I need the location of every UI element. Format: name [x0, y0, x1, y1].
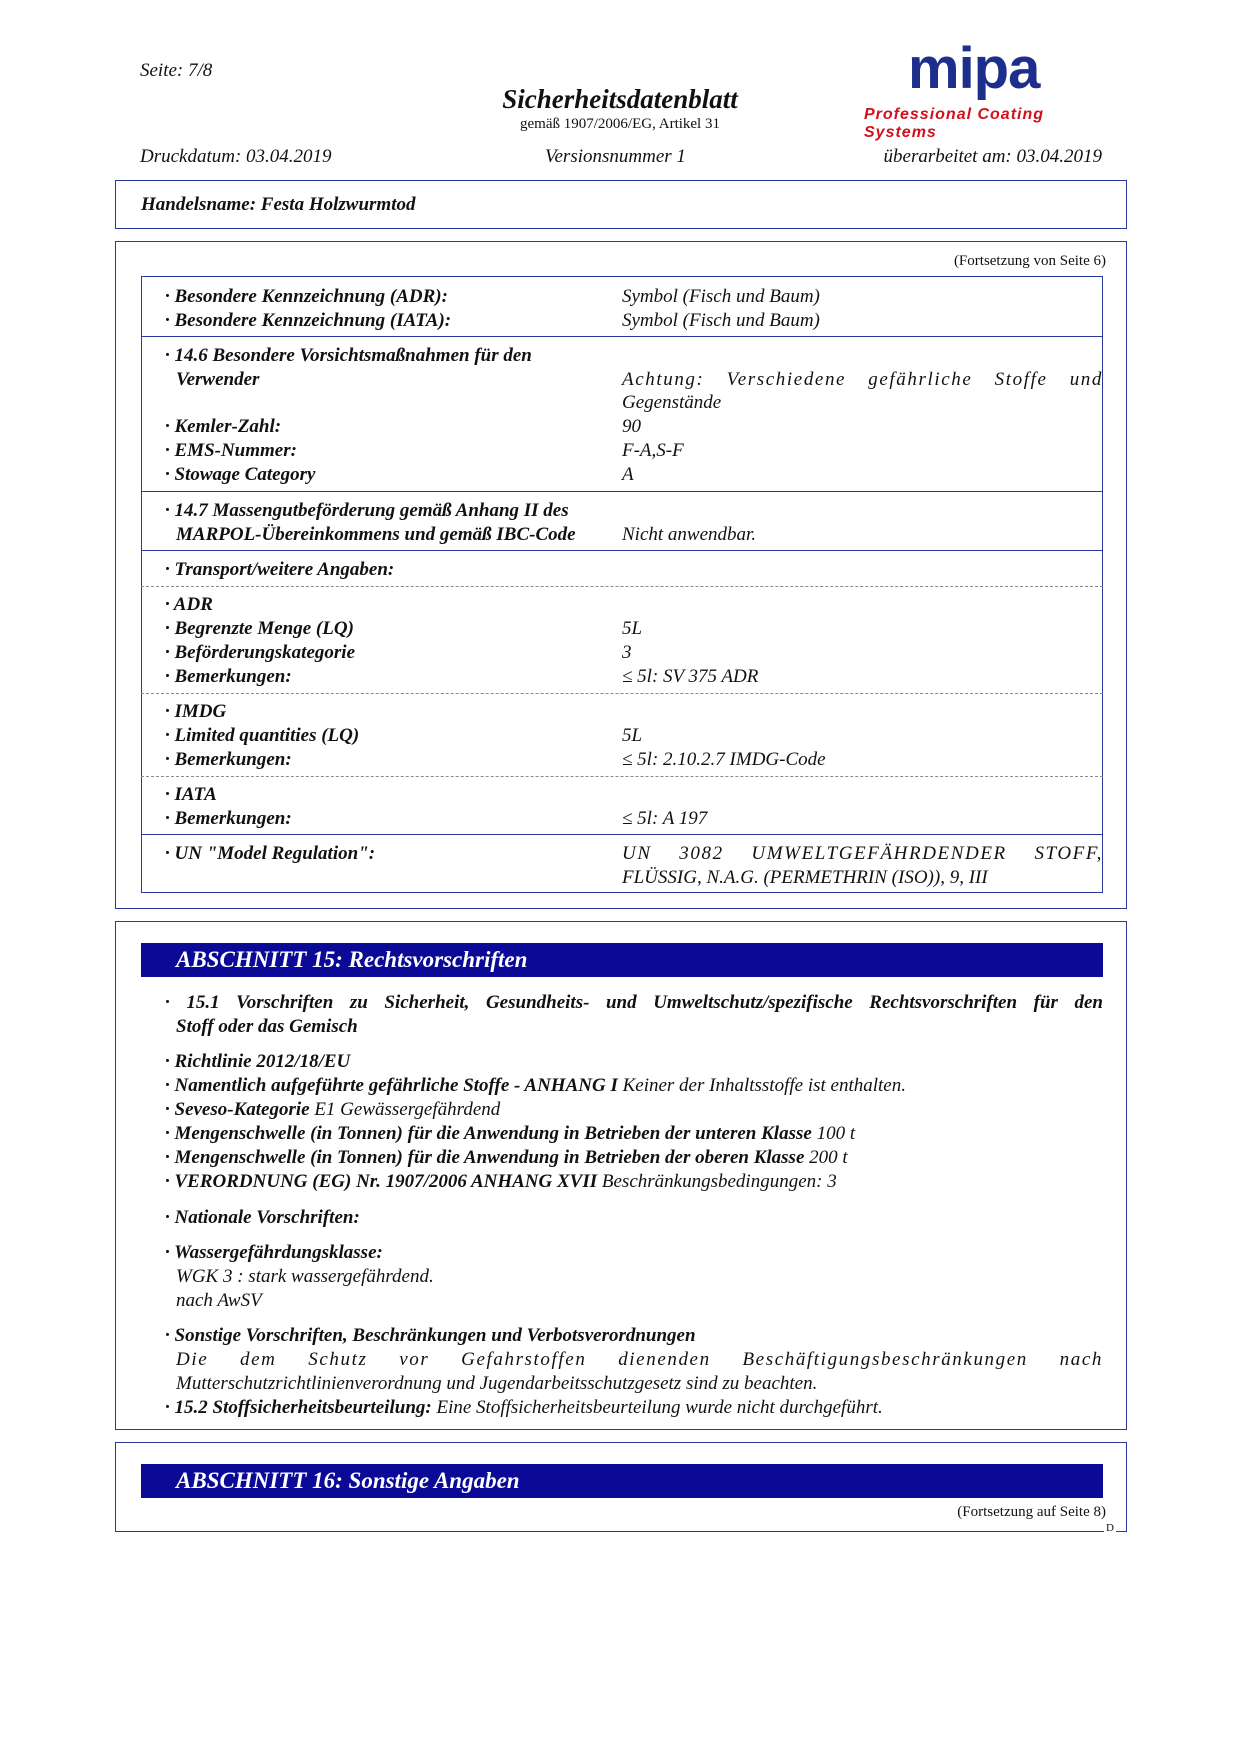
bulk-label-2: MARPOL-Übereinkommens und gemäß IBC-Code: [176, 524, 576, 545]
bulk-label-1: · 14.7 Massengutbeförderung gemäß Anhang II des: [165, 500, 569, 521]
s15-item-annex1: · Namentlich aufgeführte gefährliche Stoffe - ANHANG I Keiner der Inhaltsstoffe ist enthalten.: [165, 1075, 906, 1096]
imdg-remarks-label: · Bemerkungen:: [165, 749, 292, 770]
marking-iata-value: Symbol (Fisch und Baum): [622, 310, 820, 331]
document-title: Sicherheitsdatenblatt: [502, 84, 738, 114]
divider: [141, 550, 1103, 551]
revised-date: überarbeitet am: 03.04.2019: [883, 146, 1102, 167]
wgk-line-2: nach AwSV: [176, 1290, 262, 1311]
adr-remarks-value: ≤ 5l: SV 375 ADR: [622, 666, 759, 687]
imdg-remarks-value: ≤ 5l: 2.10.2.7 IMDG-Code: [622, 749, 826, 770]
adr-lq-value: 5L: [622, 618, 643, 639]
un-value-2: FLÜSSIG, N.A.G. (PERMETHRIN (ISO)), 9, III: [622, 867, 988, 888]
s15-item-lower: · Mengenschwelle (in Tonnen) für die Anwendung in Betrieben der unteren Klasse 100 t: [165, 1123, 856, 1144]
s151-line-1: · 15.1 Vorschriften zu Sicherheit, Gesundheits- und Umweltschutz/spezifische Rechtsvorschriften für den: [165, 992, 1103, 1013]
logo-word: mipa: [908, 36, 1040, 101]
iata-remarks-label: · Bemerkungen:: [165, 808, 292, 829]
other-line-2: Mutterschutzrichtlinienverordnung und Jugendarbeitsschutzgesetz sind zu beachten.: [176, 1373, 818, 1394]
stowage-value: A: [622, 464, 634, 485]
adr-category-label: · Beförderungskategorie: [165, 642, 355, 663]
national-regulations: · Nationale Vorschriften:: [165, 1207, 360, 1228]
s152-row: · 15.2 Stoffsicherheitsbeurteilung: Eine Stoffsicherheitsbeurteilung wurde nicht durchgeführt.: [165, 1397, 883, 1418]
continued-on: (Fortsetzung auf Seite 8): [957, 1504, 1106, 1520]
dashed-divider: [141, 776, 1103, 777]
s15-item-seveso: · Seveso-Kategorie E1 Gewässergefährdend: [165, 1099, 501, 1120]
section-16-heading: ABSCHNITT 16: Sonstige Angaben: [141, 1464, 1103, 1498]
divider: [141, 336, 1103, 337]
trade-name: Handelsname: Festa Holzwurmtod: [141, 194, 416, 215]
precautions-value-2: Gegenstände: [622, 392, 722, 413]
wgk-line-1: WGK 3 : stark wassergefährdend.: [176, 1266, 434, 1287]
ems-label: · EMS-Nummer:: [165, 440, 297, 461]
s15-item-reach: · VERORDNUNG (EG) Nr. 1907/2006 ANHANG XVII Beschränkungsbedingungen: 3: [165, 1171, 837, 1192]
mipa-logo: [858, 36, 1108, 141]
transport-heading: · Transport/weitere Angaben:: [165, 559, 395, 580]
continued-from: (Fortsetzung von Seite 6): [953, 253, 1106, 269]
kemler-value: 90: [622, 416, 641, 437]
stowage-label: · Stowage Category: [165, 464, 316, 485]
other-regulations-label: · Sonstige Vorschriften, Beschränkungen und Verbotsverordnungen: [165, 1325, 696, 1346]
footer-mark: D: [1106, 1522, 1114, 1534]
s151-line-2: Stoff oder das Gemisch: [176, 1016, 358, 1037]
un-label: · UN "Model Regulation":: [165, 843, 376, 864]
s15-item-upper: · Mengenschwelle (in Tonnen) für die Anwendung in Betrieben der oberen Klasse 200 t: [165, 1147, 848, 1168]
marking-iata-label: · Besondere Kennzeichnung (IATA):: [165, 310, 452, 331]
iata-remarks-value: ≤ 5l: A 197: [622, 808, 708, 829]
divider: [141, 834, 1103, 835]
precautions-label-2: Verwender: [176, 369, 260, 390]
marking-adr-value: Symbol (Fisch und Baum): [622, 286, 820, 307]
imdg-lq-label: · Limited quantities (LQ): [165, 725, 360, 746]
adr-heading: · ADR: [165, 594, 213, 615]
precautions-value-1: Achtung: Verschiedene gefährliche Stoffe und: [622, 369, 1103, 390]
imdg-lq-value: 5L: [622, 725, 643, 746]
trade-name-box: [115, 180, 1127, 229]
page-number: Seite: 7/8: [140, 60, 213, 81]
other-line-1: Die dem Schutz vor Gefahrstoffen dienenden Beschäftigungsbeschränkungen nach: [176, 1349, 1103, 1370]
dashed-divider: [141, 586, 1103, 587]
adr-lq-label: · Begrenzte Menge (LQ): [165, 618, 354, 639]
adr-category-value: 3: [622, 642, 632, 663]
wgk-label: · Wassergefährdungsklasse:: [165, 1242, 383, 1263]
un-value-1: UN 3082 UMWELTGEFÄHRDENDER STOFF,: [622, 843, 1103, 864]
dashed-divider: [141, 693, 1103, 694]
version-number: Versionsnummer 1: [545, 146, 686, 167]
ems-value: F-A,S-F: [622, 440, 684, 461]
logo-tagline: Professional Coating Systems: [864, 106, 1045, 141]
iata-heading: · IATA: [165, 784, 217, 805]
directive: · Richtlinie 2012/18/EU: [165, 1051, 351, 1072]
imdg-heading: · IMDG: [165, 701, 227, 722]
divider: [141, 491, 1103, 492]
print-date: Druckdatum: 03.04.2019: [140, 146, 332, 167]
section-15-heading: ABSCHNITT 15: Rechtsvorschriften: [141, 943, 1103, 977]
document-subtitle: gemäß 1907/2006/EG, Artikel 31: [520, 116, 720, 132]
kemler-label: · Kemler-Zahl:: [165, 416, 282, 437]
precautions-label-1: · 14.6 Besondere Vorsichtsmaßnahmen für den: [165, 345, 532, 366]
bulk-value: Nicht anwendbar.: [622, 524, 757, 545]
adr-remarks-label: · Bemerkungen:: [165, 666, 292, 687]
marking-adr-label: · Besondere Kennzeichnung (ADR):: [165, 286, 448, 307]
